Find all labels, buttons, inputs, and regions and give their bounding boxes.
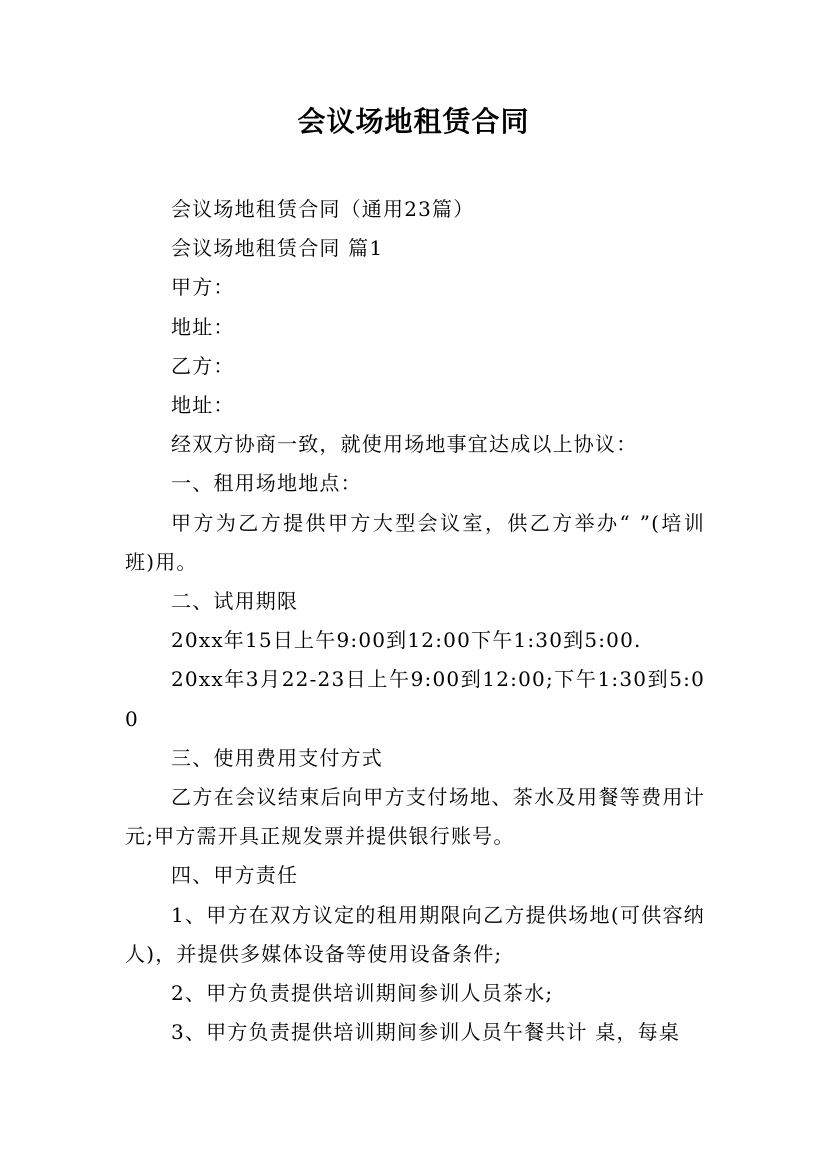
- paragraph-duty-2: 2、甲方负责提供培训期间参训人员茶水;: [171, 981, 554, 1006]
- paragraph-duty-3: 3、甲方负责提供培训期间参训人员午餐共计 桌，每桌: [171, 1020, 681, 1045]
- section-heading-location: 一、租用场地地点：: [171, 471, 362, 496]
- paragraph-payment-detail: 乙方在会议结束后向甲方支付场地、茶水及用餐等费用计元;甲方需开具正规发票并提供银行账号。: [125, 785, 705, 849]
- paragraph-duty-1: 1、甲方在双方议定的租用期限向乙方提供场地(可供容纳人)，并提供多媒体设备等使用设备条件;: [125, 902, 705, 966]
- paragraph-address-a: 地址：: [171, 314, 235, 339]
- paragraph-party-b: 乙方：: [171, 353, 235, 378]
- paragraph-party-a: 甲方：: [171, 275, 235, 300]
- paragraph-address-b: 地址：: [171, 393, 235, 418]
- document-body: [125, 190, 705, 1052]
- section-heading-period: 二、试用期限: [171, 589, 299, 614]
- paragraph-heading-general: 会议场地租赁合同（通用23篇）: [171, 197, 475, 221]
- section-heading-payment: 三、使用费用支付方式: [171, 745, 383, 770]
- paragraph-period-2: 20xx年3月22-23日上午9:00到12:00;下午1:30到5:00: [125, 667, 705, 731]
- section-heading-party-a-duty: 四、甲方责任: [171, 863, 299, 888]
- paragraph-period-1: 20xx年15日上午9:00到12:00下午1:30到5:00.: [171, 628, 642, 653]
- paragraph-heading-part1: 会议场地租赁合同 篇1: [171, 236, 384, 261]
- document-title: 会议场地租赁合同: [297, 105, 530, 138]
- paragraph-agreement-intro: 经双方协商一致，就使用场地事宜达成以上协议：: [171, 432, 638, 457]
- paragraph-location-detail: 甲方为乙方提供甲方大型会议室，供乙方举办“ ”(培训班)用。: [125, 510, 705, 574]
